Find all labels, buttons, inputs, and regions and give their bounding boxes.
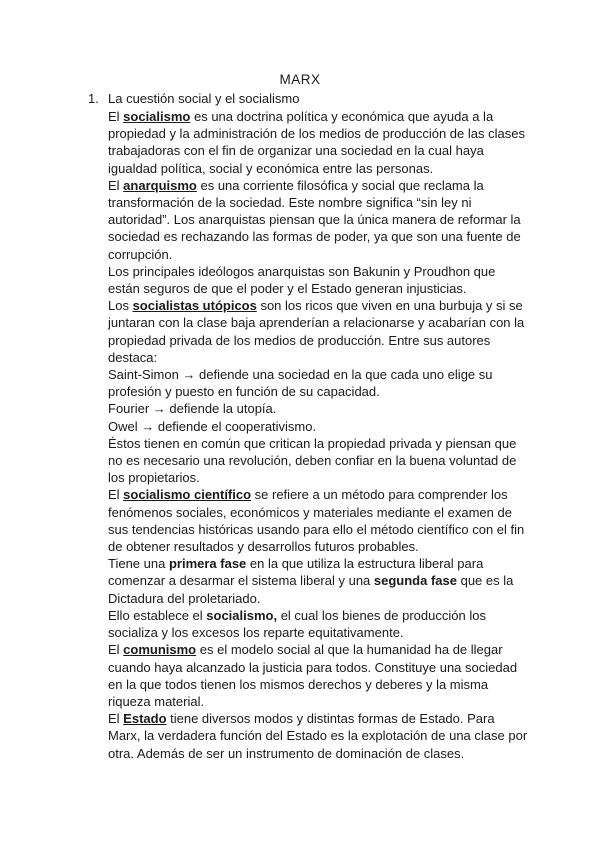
paragraph-text: El	[108, 487, 124, 503]
term-socialismo: socialismo	[123, 109, 191, 124]
paragraph-text: El	[108, 711, 124, 727]
term-comunismo: comunismo	[123, 642, 197, 658]
paragraph-socialismo	[108, 108, 528, 177]
section-number: 1.	[88, 91, 99, 106]
paragraph-ideologos: Los principales ideólogos anarquistas son Bakunin y Proudhon que están seguros de que el poder y el Estado generan injusticias.	[108, 263, 496, 297]
paragraph-text: El	[108, 109, 124, 124]
paragraph-socialistas-utopicos	[108, 297, 528, 366]
paragraph-text: que es la Dictadura del proletariado.	[108, 573, 514, 606]
term-anarquismo: anarquismo	[123, 177, 197, 193]
term-socialistas-utopicos: socialistas utópicos	[132, 298, 257, 314]
paragraph-text: Tiene una	[108, 556, 169, 572]
paragraph-comunismo	[108, 641, 528, 710]
paragraph-text: El	[108, 642, 124, 658]
document-title: MARX	[279, 72, 321, 87]
paragraph-text: es el modelo social al que la humanidad ha de llegar cuando haya alcanzado la justicia para todos. Constituye una sociedad en la que todos tienen los mismos derechos y deberes y la misma riqueza material.	[108, 642, 518, 709]
paragraph-text: es una doctrina política y económica que ayuda a la propiedad y la administración de los medios de producción de las clases trabajadoras con el fin de organizar una sociedad en la cual haya igualdad política, social y económica entre las personas.	[108, 109, 525, 176]
paragraph-text: Ello establece el	[108, 607, 207, 623]
paragraph-en-comun: Éstos tienen en común que critican la propiedad privada y piensan que no es necesario una revolución, deben confiar en la buena voluntad de los propietarios.	[108, 435, 517, 486]
term-socialismo-bold: socialismo,	[206, 607, 278, 623]
paragraph-text: en la que utiliza la estructura liberal para comenzar a desarmar el sistema liberal y una	[108, 556, 484, 589]
paragraph-text: tiene diversos modos y distintas formas de Estado. Para Marx, la verdadera función del Estado es la explotación de una clase por otra. Además de ser un instrumento de dominación de clases.	[108, 711, 528, 761]
paragraph-text: se refiere a un método para comprender los fenómenos sociales, económicos y materiales mediante el examen de sus tendencias históricas usando para ello el método científico con el fin de obtener resultados y desarrollos futuros probables.	[108, 487, 525, 555]
paragraph-socialismo-cientifico	[108, 486, 528, 555]
section-heading	[88, 91, 299, 106]
term-segunda-fase: segunda fase	[373, 573, 457, 589]
paragraph-fourier: Fourier → defiende la utopía.	[108, 401, 277, 417]
paragraph-estado	[108, 710, 528, 762]
paragraph-establece-socialismo	[108, 607, 528, 641]
paragraph-fases	[108, 555, 528, 607]
paragraph-text: el cual los bienes de producción los socializa y los excesos los reparte equitativamente.	[108, 607, 486, 641]
paragraph-owel: Owel → defiende el cooperativismo.	[108, 418, 317, 434]
term-socialismo-cientifico: socialismo científico	[123, 487, 252, 503]
term-estado: Estado	[123, 711, 167, 727]
paragraph-text: son los ricos que viven en una burbuja y si se juntaran con la clase baja aprenderían a relacionarse y acabarían con la propiedad privada de los medios de producción. Entre sus autores destaca:	[108, 298, 525, 365]
term-primera-fase: primera fase	[168, 556, 247, 572]
paragraph-saint-simon: Saint-Simon → defiende una sociedad en la que cada uno elige su profesión y puesto en función de su capacidad.	[108, 367, 493, 400]
paragraph-text: es una corriente filosófica y social que reclama la transformación de la sociedad. Este nombre significa “sin ley ni autoridad”. Los anarquistas piensan que la única manera de reformar la sociedad es rechazando las formas de poder, ya que son una fuente de corrupción.	[108, 177, 521, 262]
paragraph-text: El	[108, 177, 124, 193]
paragraph-text: Los	[108, 298, 133, 314]
paragraph-anarquismo	[108, 177, 528, 263]
section-body	[108, 108, 528, 762]
section-title: La cuestión social y el socialismo	[108, 91, 300, 106]
